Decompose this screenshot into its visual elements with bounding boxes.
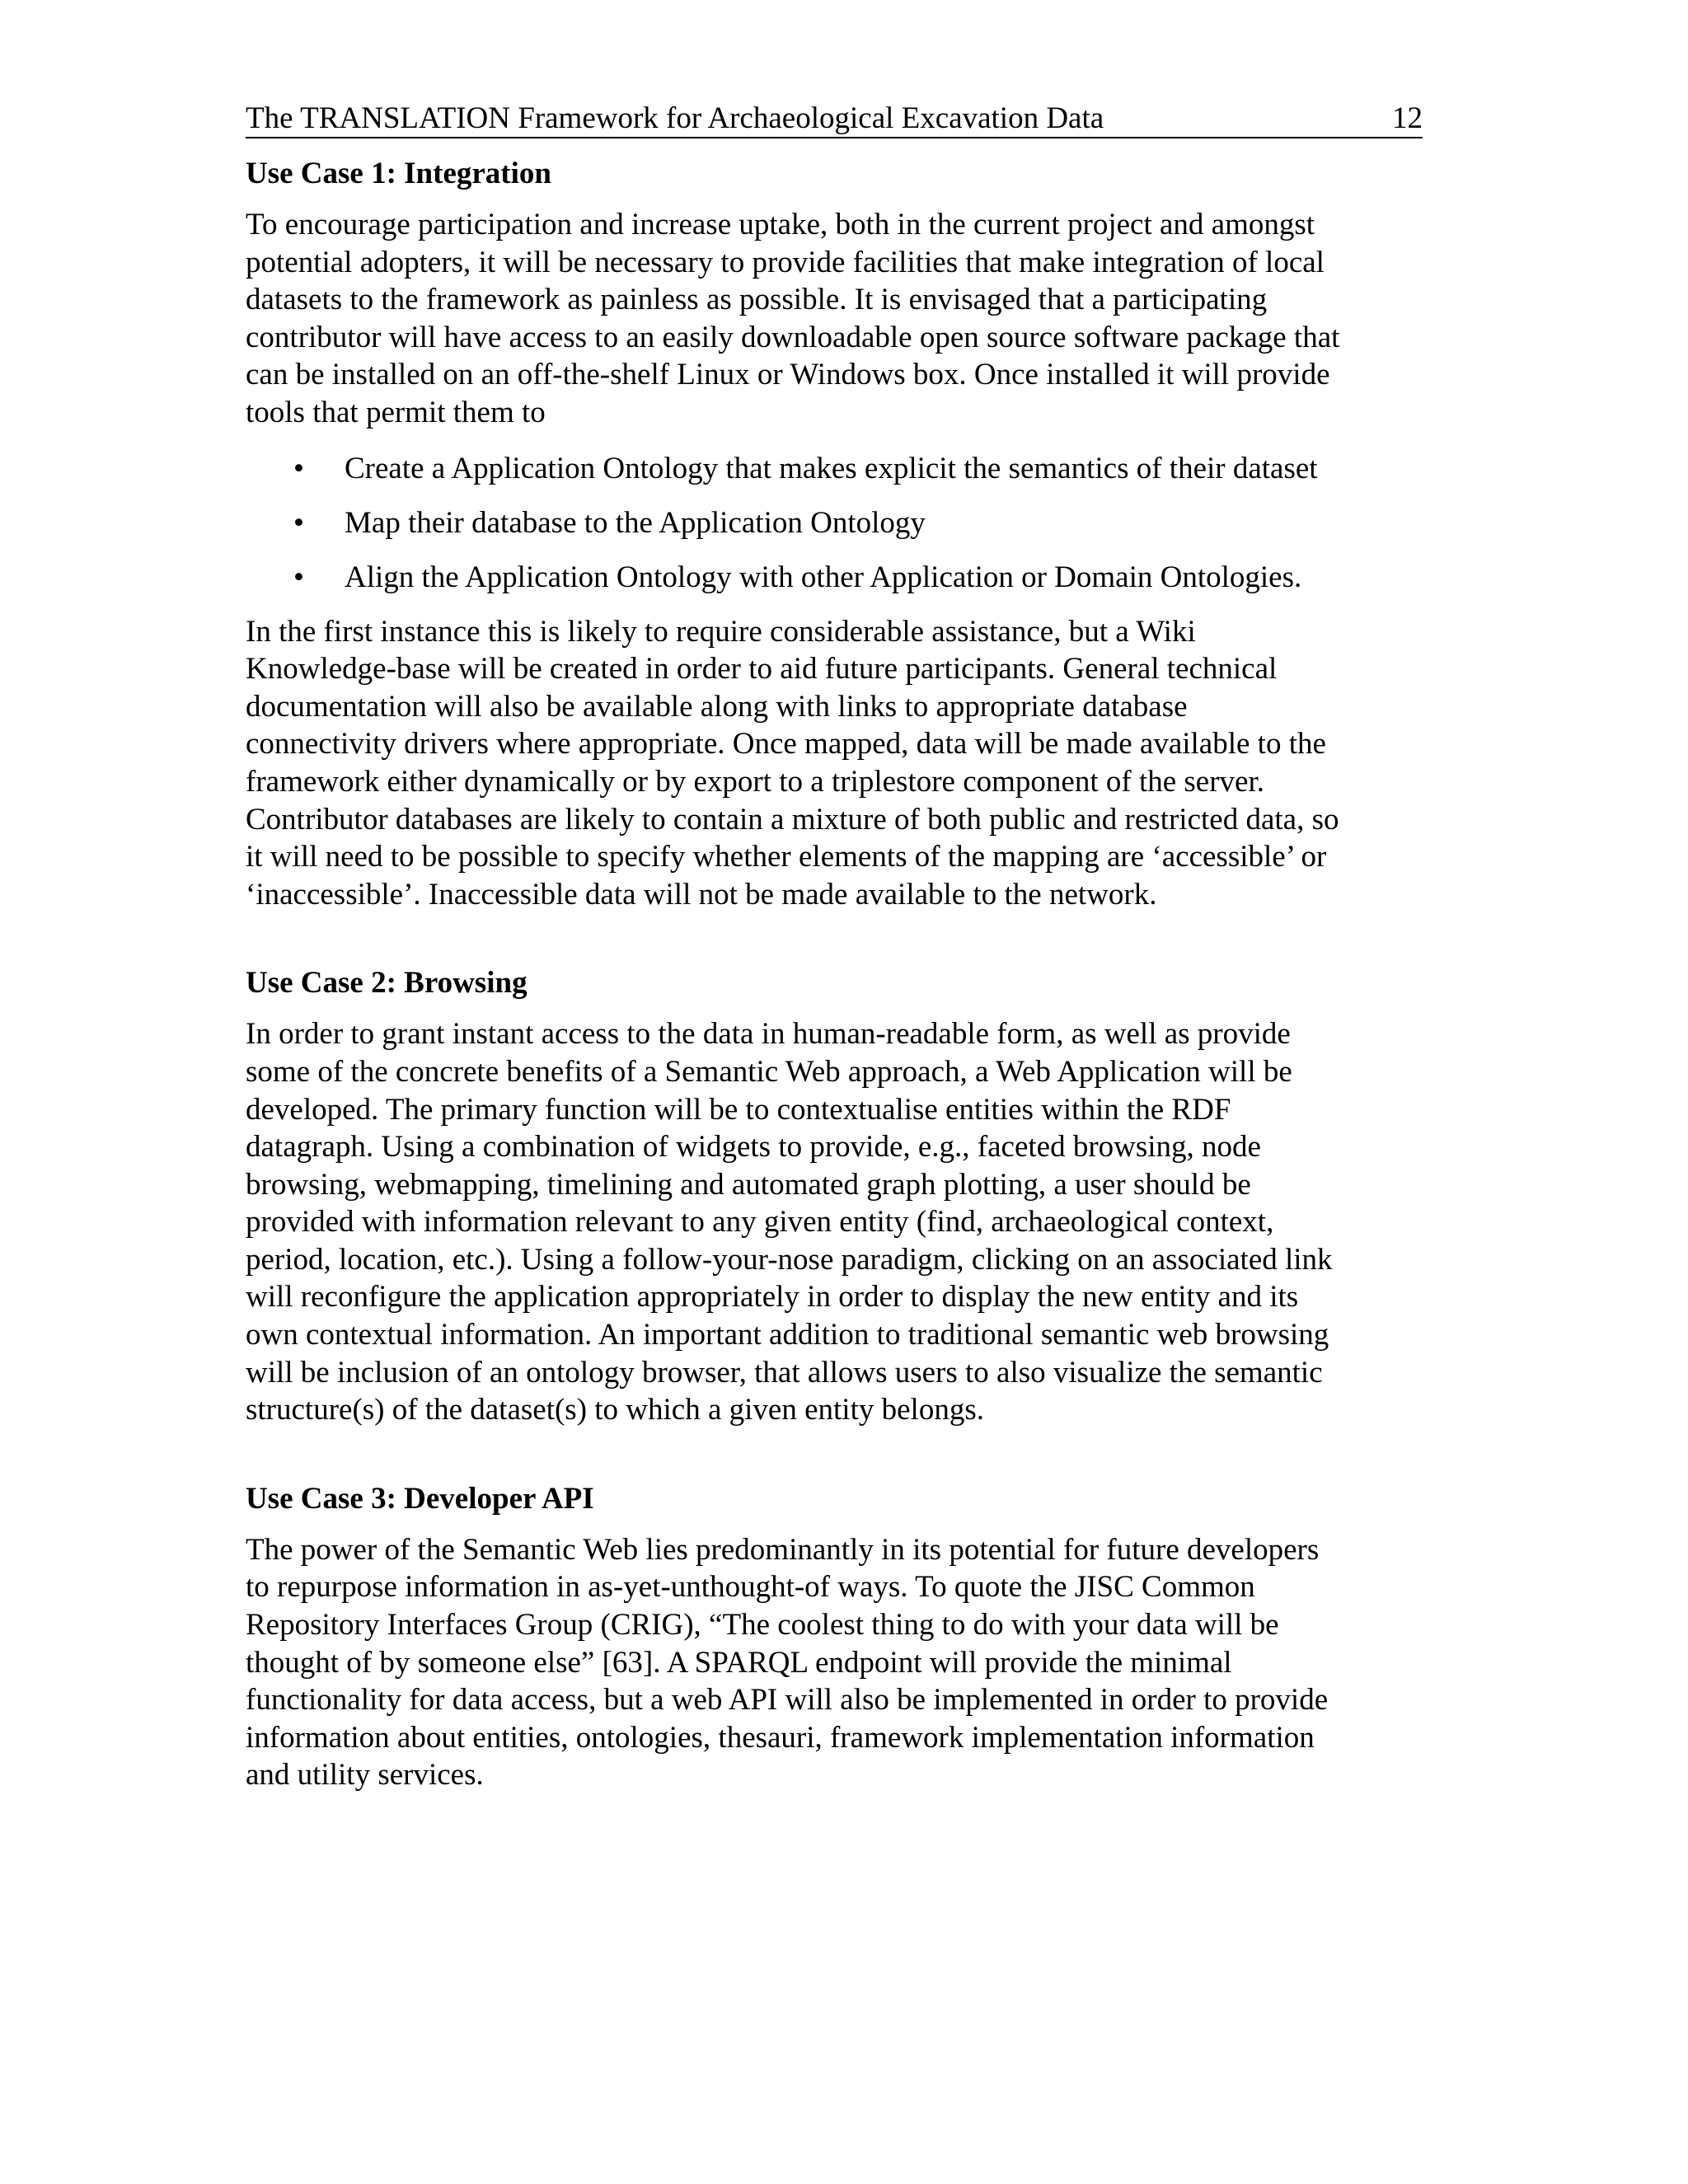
section-heading-integration: Use Case 1: Integration — [246, 157, 551, 190]
running-header-title: The TRANSLATION Framework for Archaeological Excavation Data — [246, 101, 1104, 135]
list-item-text: Map their database to the Application Ontology — [345, 505, 926, 540]
browsing-paragraph: In order to grant instant access to the data in human-readable form, as well as provide some of the concrete benefits of a Semantic Web approach, a Web Application will be developed. The primary function will be to contextualise entities within the RDF datagraph. Using a combination of widgets to provide, e.g., faceted browsing, node browsing, webmapping, timelining and automated graph plotting, a user should be provided with information relevant to any given entity (find, archaeological context, period, location, etc.). Using a follow-your-nose paradigm, clicking on an associated link will reconfigure the application appropriately in order to display the new entity and its own contextual information. An important addition to traditional semantic web browsing will be inclusion of an ontology browser, that allows users to also visualize the semantic structure(s) of the dataset(s) to which a given entity belongs. — [246, 1017, 1333, 1427]
list-item-text: Align the Application Ontology with other Application or Domain Ontologies. — [345, 560, 1302, 594]
integration-followup-paragraph: In the first instance this is likely to require considerable assistance, but a Wiki Knowledge-base will be created in order to aid future participants. General technical documentation will also be available along with links to appropriate database connectivity drivers where appropriate. Once mapped, data will be made available to the framework either dynamically or by export to a triplestore component of the server. Contributor databases are likely to contain a mixture of both public and restricted data, so it will need to be possible to specify whether elements of the mapping are ‘accessible’ or ‘inaccessible’. Inaccessible data will not be made available to the network. — [246, 614, 1339, 912]
integration-intro-paragraph: To encourage participation and increase uptake, both in the current project and amongst potential adopters, it will be necessary to provide facilities that make integration of local datasets to the framework as painless as possible. It is envisaged that a participating contributor will have access to an easily downloadable open source software package that can be installed on an off-the-shelf Linux or Windows box. Once installed it will provide tools that permit them to — [246, 208, 1340, 429]
integration-bullet-list — [246, 450, 1423, 597]
running-header — [246, 97, 1423, 138]
bullet-icon: • — [293, 560, 304, 594]
bullet-icon: • — [293, 505, 304, 540]
developer-api-paragraph: The power of the Semantic Web lies predominantly in its potential for future developers to repurpose information in as-yet-unthought-of ways. To quote the JISC Common Repository Interfaces Group (CRIG), “The coolest thing to do with your data will be thought of by someone else” [63]. A SPARQL endpoint will provide the minimal functionality for data access, but a web API will also be implemented in order to provide information about entities, ontologies, thesauri, framework implementation information and utility services. — [246, 1532, 1329, 1793]
section-heading-developer-api: Use Case 3: Developer API — [246, 1481, 594, 1516]
page-number: 12 — [1392, 101, 1423, 135]
bullet-icon: • — [293, 451, 304, 485]
section-heading-browsing: Use Case 2: Browsing — [246, 966, 528, 1001]
page-content — [246, 97, 1423, 1812]
list-item — [246, 450, 1423, 488]
list-item — [246, 504, 1423, 542]
list-item — [246, 559, 1423, 597]
list-item-text: Create a Application Ontology that makes explicit the semantics of their dataset — [345, 451, 1318, 485]
